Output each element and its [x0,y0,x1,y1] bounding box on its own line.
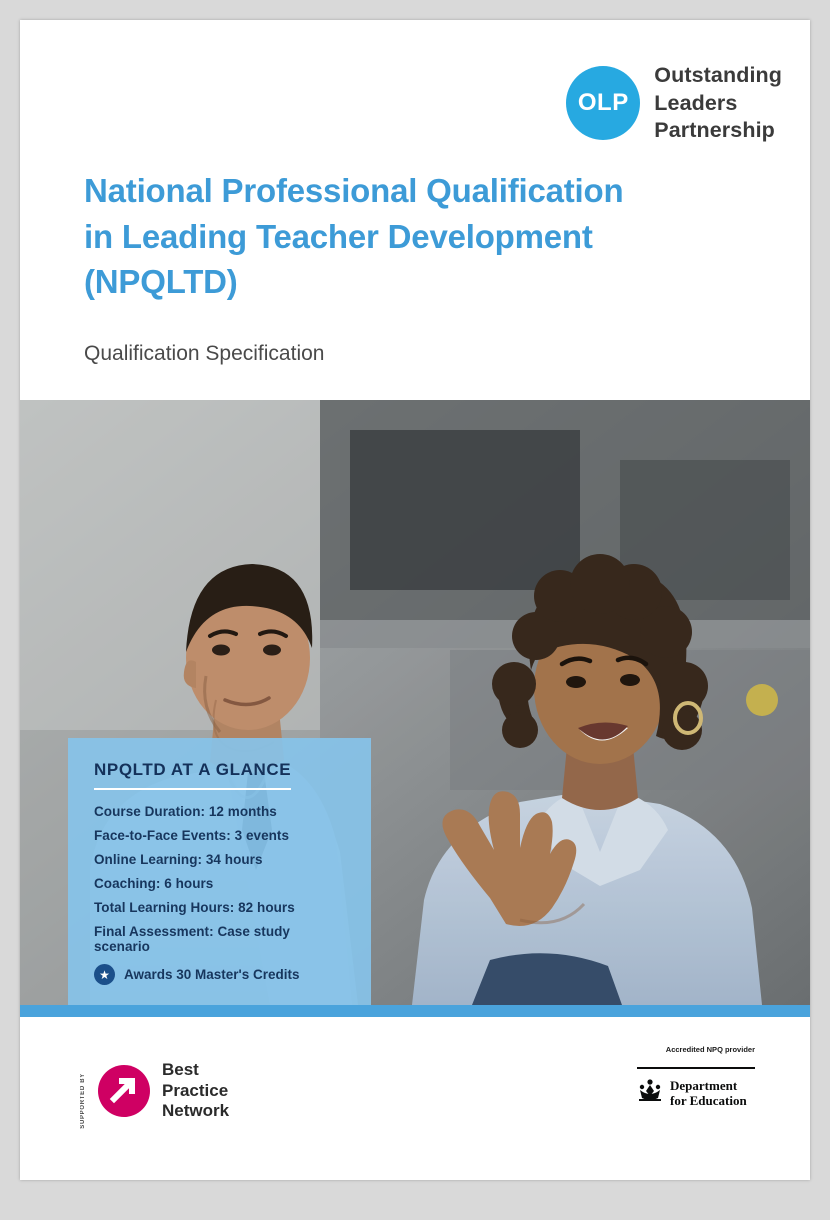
royal-crest-icon [637,1078,663,1102]
glance-item-course-duration: Course Duration: 12 months [94,804,277,819]
at-a-glance-heading: NPQLTD AT A GLANCE [94,760,291,790]
page-subtitle: Qualification Specification [84,342,325,365]
arrow-icon [98,1065,150,1117]
supported-by-label: SUPPORTED BY [80,1073,86,1129]
olp-logo-mark [566,66,640,140]
page-title-line-3: (NPQLTD) [84,263,238,301]
olp-logo-line-3: Partnership [654,118,775,143]
olp-logo-wordmark [654,62,782,145]
bpn-wordmark [162,1060,229,1122]
dfe-wordmark [670,1078,747,1109]
bpn-line-1: Best [162,1060,199,1079]
best-practice-network-logo [98,1060,229,1122]
glance-item-online-learning: Online Learning: 34 hours [94,852,263,867]
olp-logo-line-2: Leaders [654,90,738,115]
blue-divider [20,1005,810,1017]
olp-logo [566,62,782,145]
bpn-line-2: Practice [162,1080,229,1100]
dfe-logo [637,1067,755,1109]
bpn-line-3: Network [162,1101,230,1121]
glance-item-total-hours: Total Learning Hours: 82 hours [94,900,295,915]
page-title [84,168,724,305]
dfe-line-1: Department [670,1078,738,1093]
page-title-line-1: National Professional Qualification [84,172,624,209]
document-page [20,20,810,1180]
star-icon: ★ [94,964,115,985]
glance-item-final-assessment: Final Assessment: Case study scenario [94,924,290,954]
glance-item-face-to-face: Face-to-Face Events: 3 events [94,828,290,843]
cover-footer [20,1017,810,1180]
dfe-line-2: for Education [670,1093,747,1109]
glance-award-row [94,964,349,985]
at-a-glance-box [68,738,371,1005]
glance-award-label: Awards 30 Master's Credits [124,967,300,982]
glance-item-coaching: Coaching: 6 hours [94,876,214,891]
olp-logo-initials: OLP [577,89,629,117]
cover-photograph [20,400,810,1005]
accredited-label: Accredited NPQ provider [665,1045,755,1054]
bpn-logo-mark [98,1065,150,1117]
page-title-line-2: in Leading Teacher Development [84,217,593,255]
olp-logo-line-1: Outstanding [654,63,782,87]
cover-header [20,20,810,400]
